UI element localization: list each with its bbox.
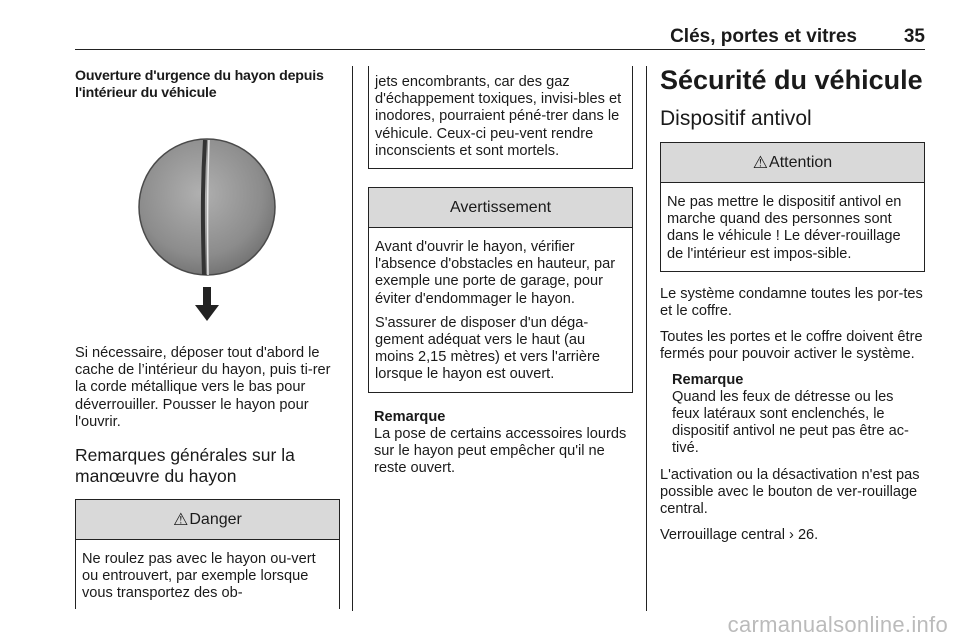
warning-text-2: S'assurer de disposer d'un déga-gement adéquat vers le haut (au moins 2,15 mètres) et vers l'arrière lorsque le hayon est ouvert. — [375, 314, 601, 383]
attention-box-text: Ne pas mettre le dispositif antivol en marche quand des personnes sont dans le véhicule ! Le déver-rouillage de l'intérieur est impos-sible. — [667, 194, 902, 262]
note-text: La pose de certains accessoires lourds sur le hayon peut empêcher qu'il ne reste ouvert. — [374, 425, 627, 477]
attention-box — [660, 142, 925, 272]
warning-triangle-icon: ⚠ — [173, 509, 189, 529]
note-label: Remarque — [374, 408, 446, 425]
warning-box-header — [369, 188, 632, 228]
watermark: carmanualsonline.info — [727, 612, 948, 637]
paragraph-2: Toutes les portes et le coffre doivent être fermés pour pouvoir activer le système. — [660, 329, 923, 363]
warning-box — [368, 187, 633, 393]
danger-box-title: Danger — [189, 510, 242, 528]
warning-triangle-icon: ⚠ — [752, 152, 769, 172]
danger-box-text: Ne roulez pas avec le hayon ou-vert ou entrouvert, par exemple lorsque vous transportez des ob- — [82, 551, 316, 602]
column-middle — [368, 56, 633, 612]
page-number: 35 — [903, 26, 925, 47]
danger-box — [75, 499, 340, 609]
column-divider — [352, 66, 353, 611]
cross-ref-page[interactable]: 26. — [797, 527, 819, 544]
column-right — [660, 56, 925, 612]
paragraph-1: Le système condamne toutes les por-tes et le coffre. — [660, 285, 923, 320]
note-text: Quand les feux de détresse ou les feux latéraux sont enclenchés, le dispositif antivol ne peut pas être ac-tivé. — [672, 388, 909, 457]
column-divider — [646, 66, 647, 611]
note-block — [672, 372, 925, 458]
cross-ref-text: Verrouillage central — [660, 527, 785, 544]
attention-box-title: Attention — [769, 153, 833, 171]
emergency-opening-paragraph: Si nécessaire, déposer tout d'abord le cache de l’intérieur du hayon, puis ti-rer la corde métallique vers le bas pour déverrouiller. Pousser le hayon pour l'ouvrir. — [75, 345, 331, 430]
general-remarks-heading: Remarques générales sur la manœuvre du hayon — [75, 445, 295, 487]
chapter-title: Clés, portes et vitres — [670, 26, 857, 47]
emergency-opening-heading: Ouverture d'urgence du hayon depuis l'intérieur du véhicule — [75, 68, 324, 101]
paragraph-4 — [660, 527, 925, 544]
subsection-title: Dispositif antivol — [660, 107, 812, 130]
section-title: Sécurité du véhicule — [660, 65, 923, 95]
warning-box-body — [369, 228, 632, 392]
attention-box-header — [661, 143, 924, 183]
note-label: Remarque — [672, 371, 744, 388]
danger-box-continued — [368, 66, 633, 169]
arrow-ref-icon: › — [789, 527, 794, 544]
danger-box-header — [76, 500, 339, 540]
column-left — [75, 56, 340, 612]
page-header — [75, 22, 925, 50]
paragraph-3: L'activation ou la désactivation n'est pas possible avec le bouton de ver-rouillage central. — [660, 466, 920, 518]
tailgate-handle-illustration — [75, 113, 340, 335]
warning-text-1: Avant d'ouvrir le hayon, vérifier l'absence d'obstacles en hauteur, par exemple une porte de garage, pour éviter d'endommager le hayon. — [375, 239, 616, 307]
note-block — [374, 409, 633, 478]
danger-box-continued-text: jets encombrants, car des gaz d'échappement toxiques, invisi-bles et inodores, pourraient péné-trer dans le véhicule. Ceux-ci peu-vent rendre inconscients et sont mortels. — [375, 74, 622, 159]
warning-box-title: Avertissement — [449, 198, 552, 216]
